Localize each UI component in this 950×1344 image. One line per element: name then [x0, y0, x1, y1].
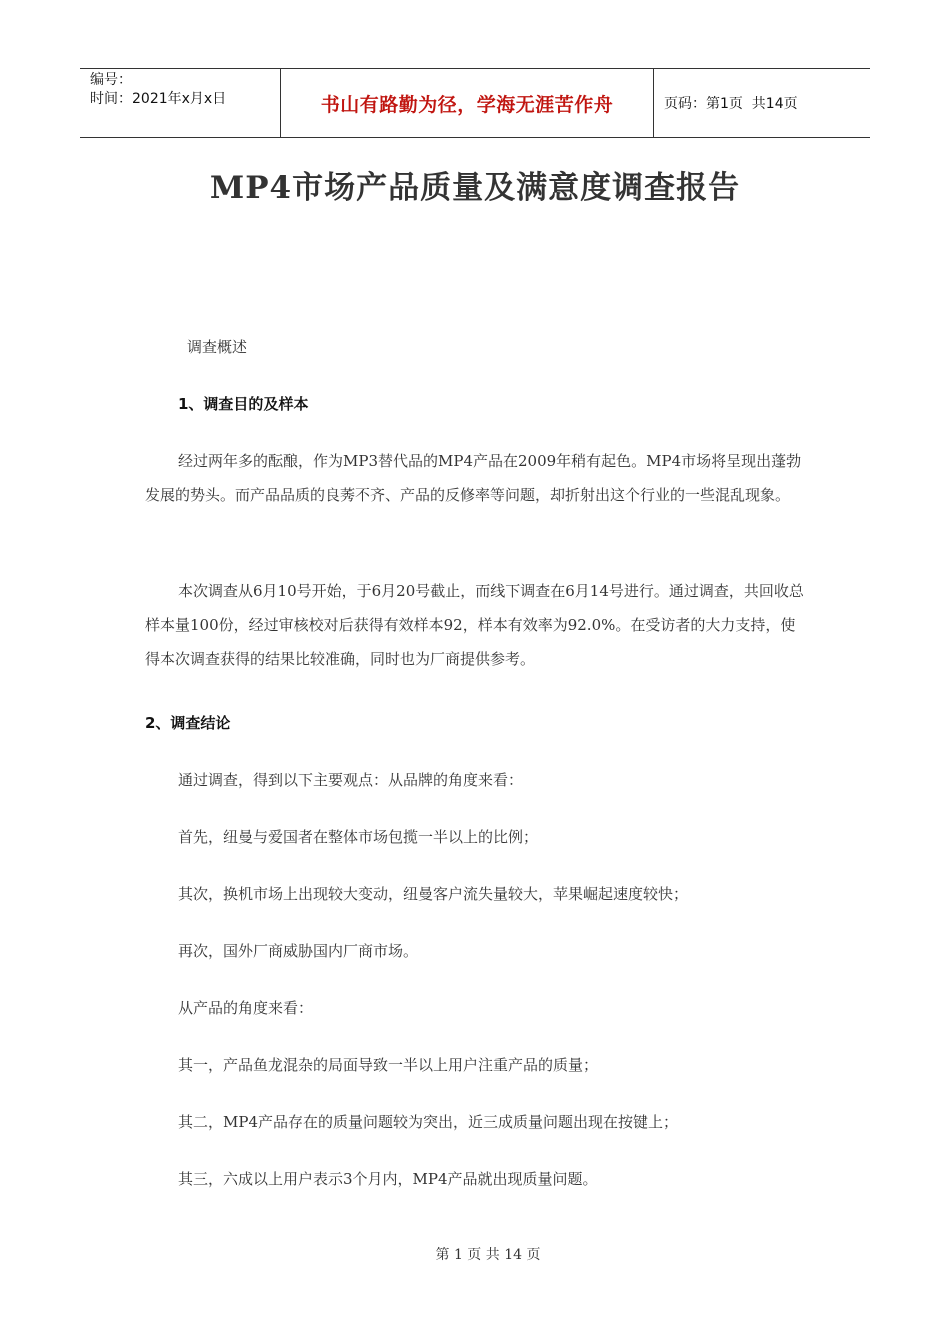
- paragraph-sample: 本次调查从6月10号开始，于6月20号截止，而线下调查在6月14号进行。通过调查，共回收总样本量100份，经过审核校对后获得有效样本92，样本有效率为92.0%。在受访者的大力支持，使得本次调查获得的结果比较准确，同时也为厂商提供参考。: [145, 582, 804, 668]
- conclusion-product-2: 其二，MP4产品存在的质量问题较为突出，近三成质量问题出现在按键上；: [178, 1113, 678, 1131]
- header-meta-cell: [80, 69, 281, 137]
- conclusion-product-intro: 从产品的角度来看：: [178, 999, 314, 1017]
- serial-number-label: 编号：: [90, 72, 132, 88]
- conclusion-product-1: 其一，产品鱼龙混杂的局面导致一半以上用户注重产品的质量；: [178, 1056, 599, 1074]
- conclusion-brand-2: 其次，换机市场上出现较大变动，纽曼客户流失量较大，苹果崛起速度较快；: [178, 885, 689, 903]
- conclusion-brand-3: 再次，国外厂商威胁国内厂商市场。: [178, 942, 419, 960]
- header-motto: 书山有路勤为径，学海无涯苦作舟: [281, 69, 654, 137]
- conclusion-product-3: 其三，六成以上用户表示3个月内，MP4产品就出现质量问题。: [178, 1170, 598, 1188]
- heading-survey-conclusion: 2、调查结论: [145, 714, 231, 732]
- time-label: 时间：2021年x月x日: [90, 91, 227, 107]
- conclusion-brand-1: 首先，纽曼与爱国者在整体市场包揽一半以上的比例；: [178, 828, 539, 846]
- heading-survey-purpose: 1、调查目的及样本: [178, 395, 309, 413]
- document-header: [80, 68, 870, 138]
- conclusion-intro: 通过调查，得到以下主要观点：从品牌的角度来看：: [178, 771, 524, 789]
- section-overview: 调查概述: [187, 338, 248, 356]
- header-page-info: 页码：第1页 共14页: [664, 96, 798, 112]
- document-title: MP4市场产品质量及满意度调查报告: [209, 170, 741, 206]
- page-footer: 第 1 页 共 14 页: [435, 1247, 541, 1263]
- paragraph-background: 经过两年多的酝酿，作为MP3替代品的MP4产品在2009年稍有起色。MP4市场将呈现出蓬勃发展的势头。而产品品质的良莠不齐、产品的反修率等问题，却折射出这个行业的一些混乱现象。: [145, 452, 802, 504]
